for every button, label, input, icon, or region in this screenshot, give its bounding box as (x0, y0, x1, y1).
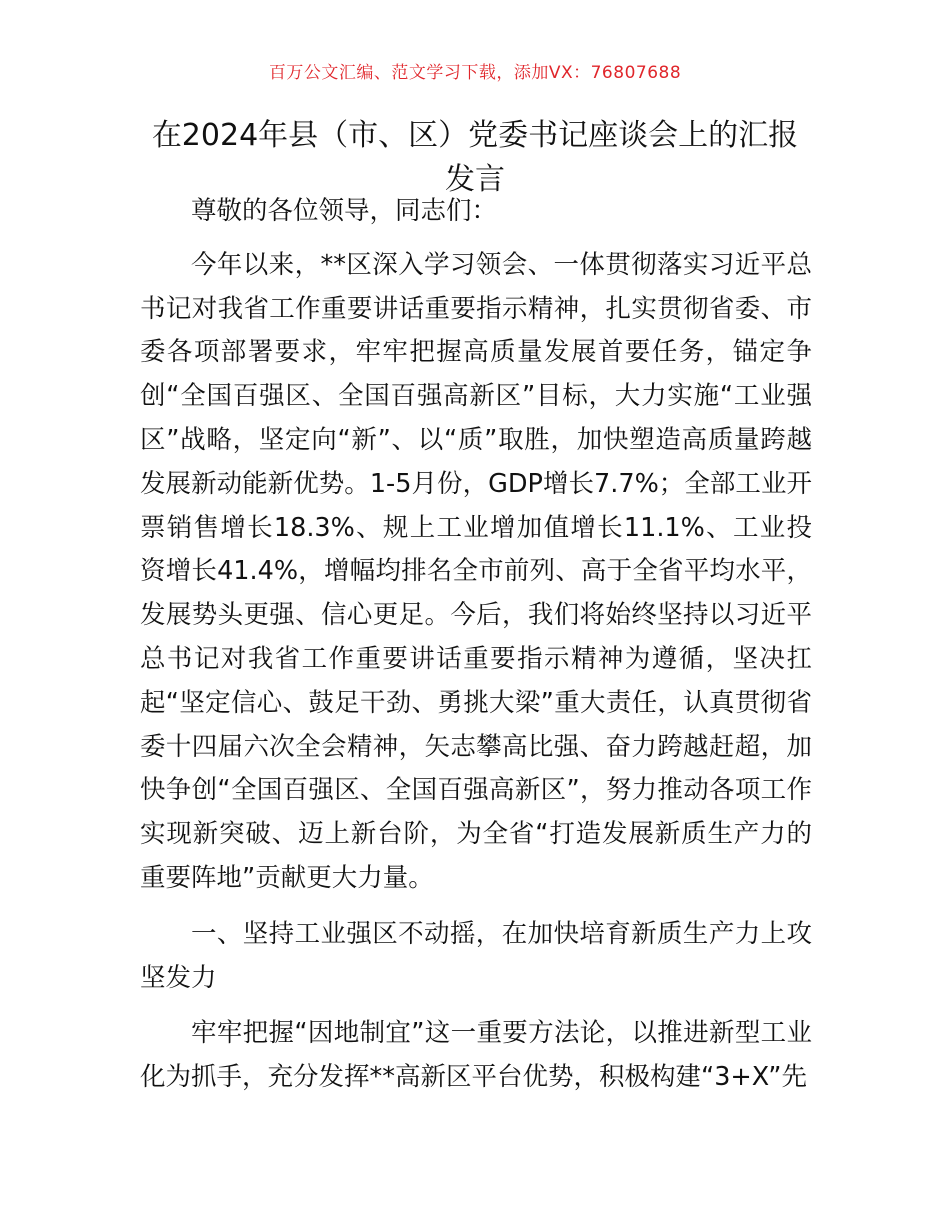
section-heading: 一、坚持工业强区不动摇，在加快培育新质生产力上攻坚发力 (140, 918, 812, 993)
document-body (140, 190, 812, 1112)
paragraph-intro: 今年以来，**区深入学习领会、一体贯彻落实习近平总书记对我省工作重要讲话重要指示精神，扎实贯彻省委、市委各项部署要求，牢牢把握高质量发展首要任务，锚定争创“全国百强区、全国百强高新区”目标，大力实施“工业强区”战略，坚定向“新”、以“质”取胜，加快塑造高质量跨越发展新动能新优势。1-5月份，GDP增长7.7%；全部工业开票销售增长18.3%、规上工业增加值增长11.1%、工业投资增长41.4%，增幅均排名全市前列、高于全省平均水平，发展势头更强、信心更足。今后，我们将始终坚持以习近平总书记对我省工作重要讲话重要指示精神为遵循，坚决扛起“坚定信心、鼓足干劲、勇挑大梁”重大责任，认真贯彻省委十四届六次全会精神，矢志攀高比强、奋力跨越赶超，加快争创“全国百强区、全国百强高新区”，努力推动各项工作实现新突破、迈上新台阶，为全省“打造发展新质生产力的重要阵地”贡献更大力量。 (140, 249, 812, 893)
document-title: 在2024年县（市、区）党委书记座谈会上的汇报发言 (151, 118, 799, 197)
salutation: 尊敬的各位领导，同志们： (191, 196, 498, 226)
header-note: 百万公文汇编、范文学习下载，添加VX：76807688 (268, 63, 682, 83)
paragraph-section-1: 牢牢把握“因地制宜”这一重要方法论，以推进新型工业化为抓手，充分发挥**高新区平台优势，积极构建“3+X”先 (140, 1018, 812, 1093)
